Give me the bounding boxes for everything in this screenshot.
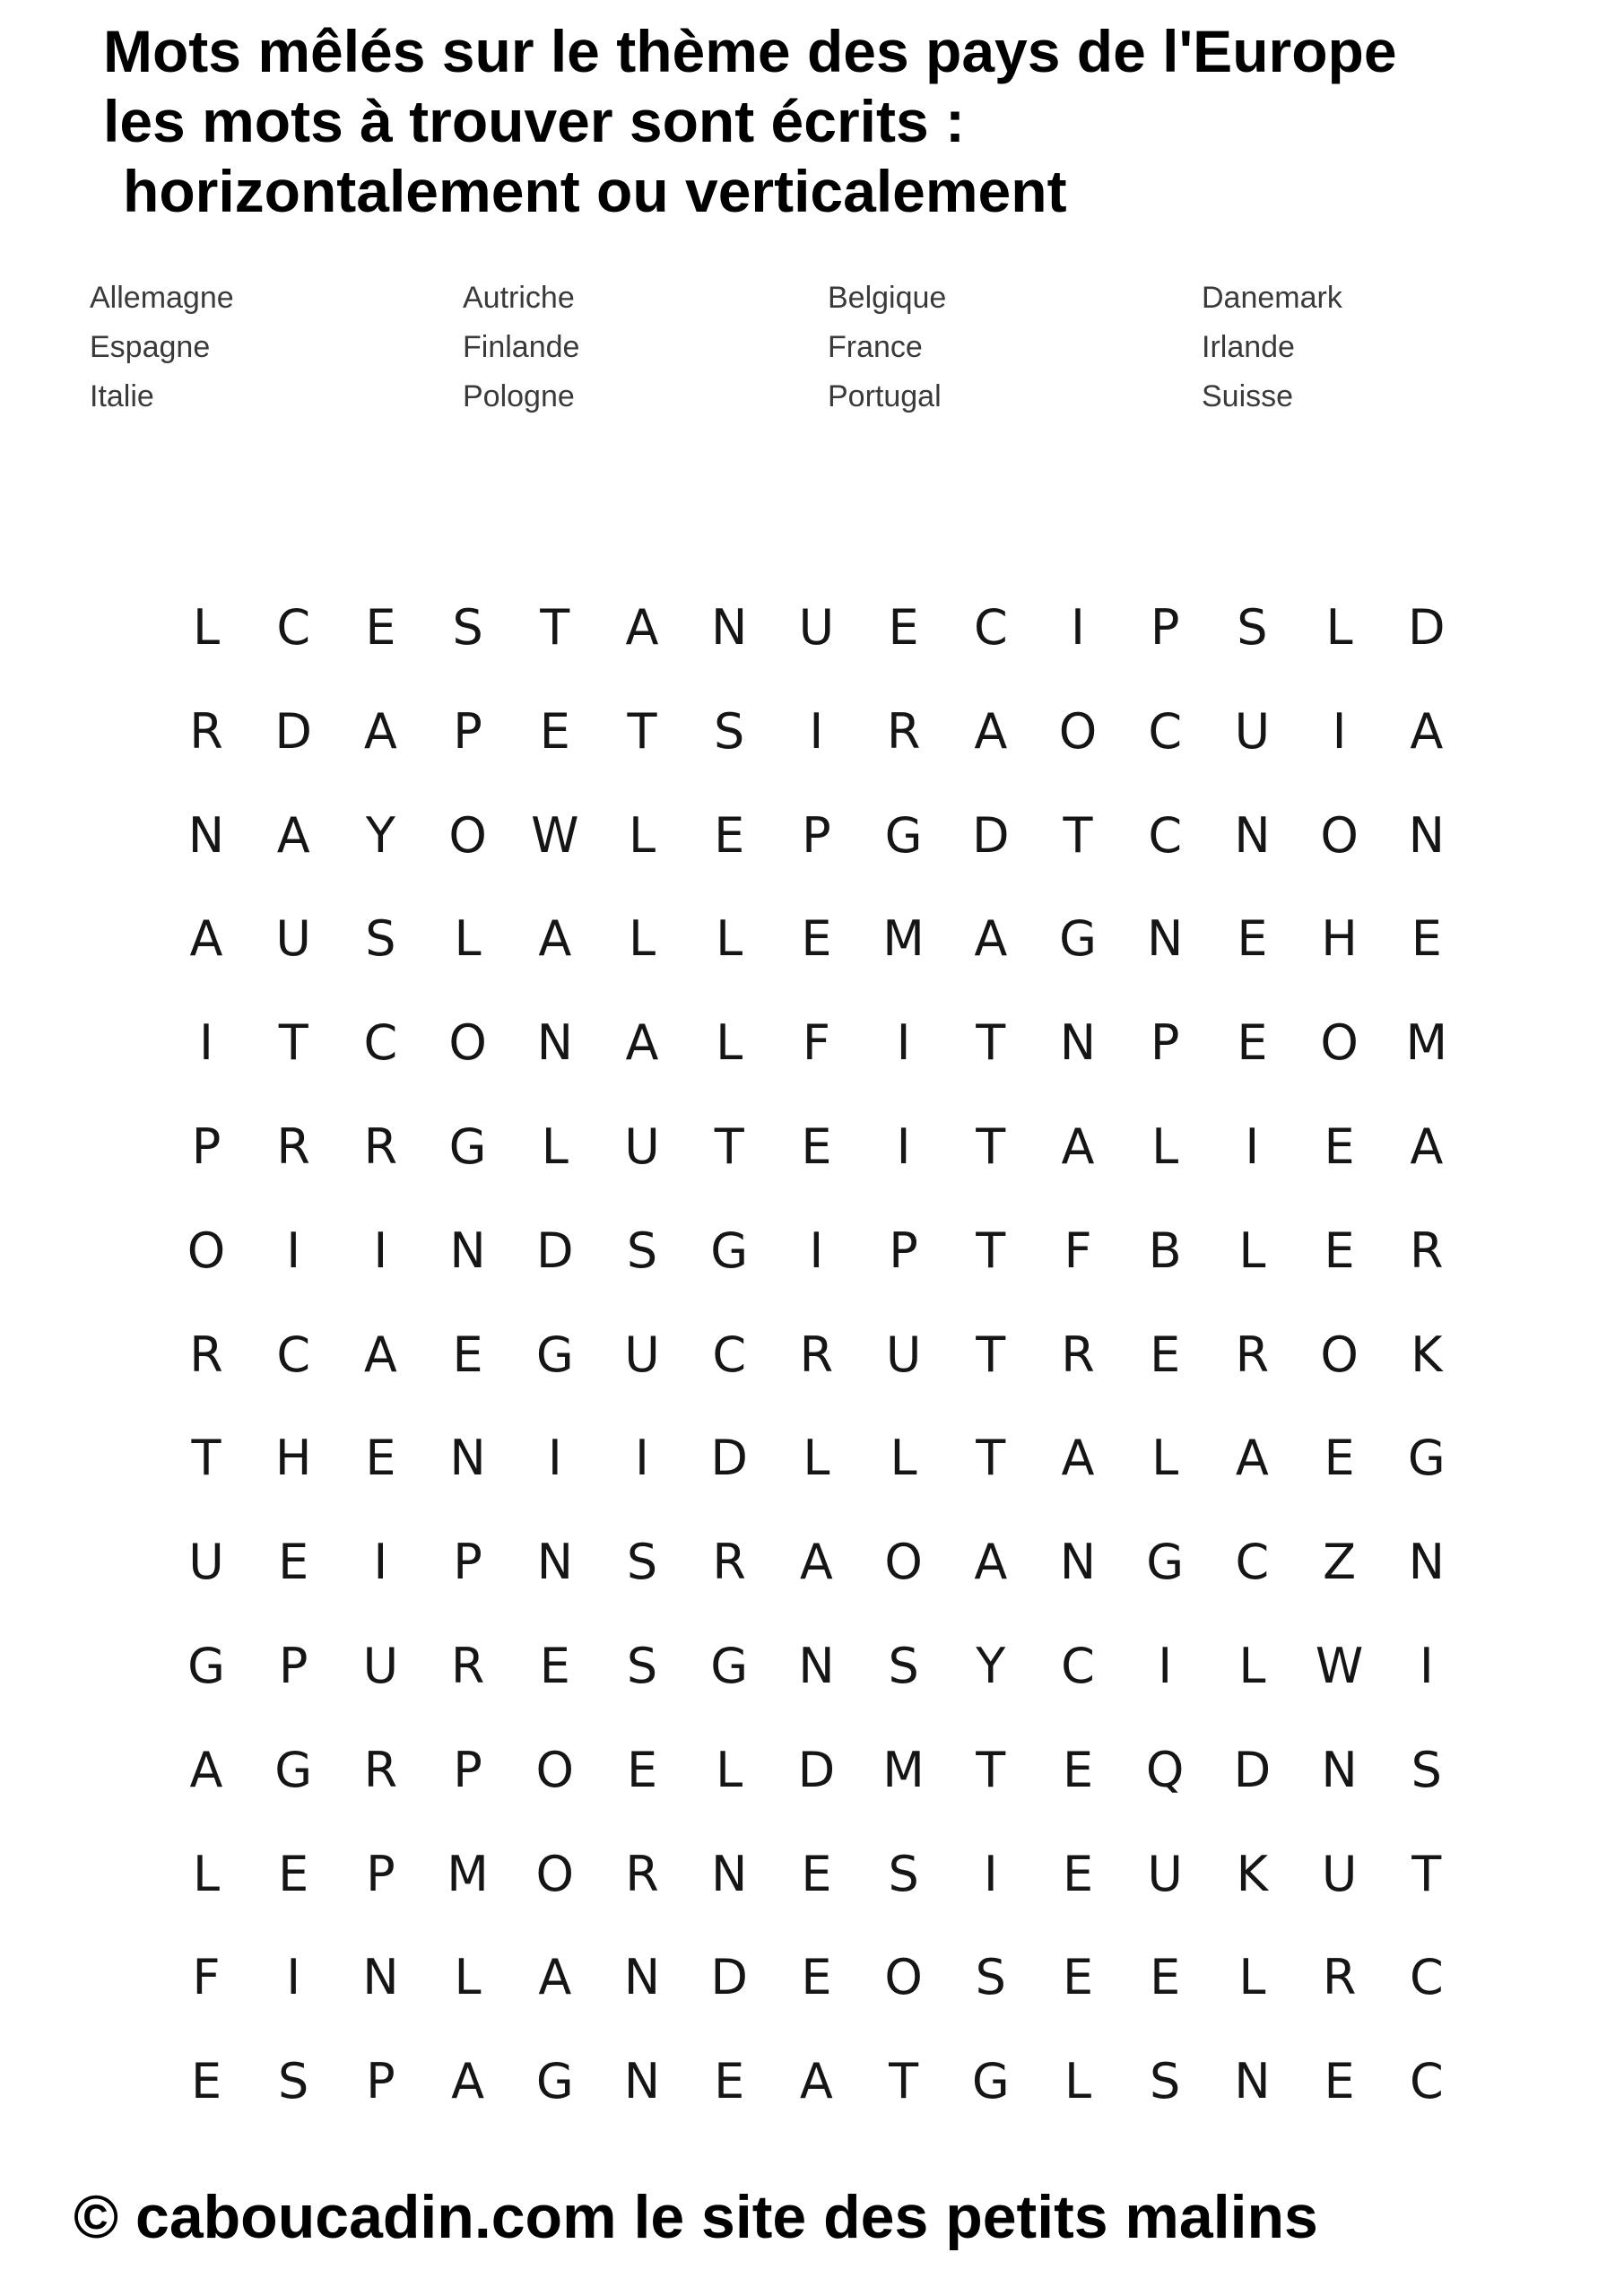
grid-letter: T bbox=[540, 599, 570, 656]
grid-letter: L bbox=[454, 1949, 482, 2006]
grid-row bbox=[179, 1946, 1471, 2009]
grid-row bbox=[179, 1531, 1471, 1594]
grid-letter: A bbox=[189, 910, 223, 968]
grid-letter: N bbox=[1234, 2053, 1271, 2110]
grid-letter: P bbox=[191, 1118, 221, 1175]
grid-letter: I bbox=[373, 1534, 388, 1591]
grid-letter: E bbox=[539, 702, 570, 760]
grid-letter: A bbox=[189, 1741, 223, 1798]
word-list-item: Finlande bbox=[463, 330, 580, 364]
grid-letter: T bbox=[976, 1741, 1006, 1798]
grid-letter: U bbox=[1147, 1845, 1183, 1902]
grid-letter: C bbox=[1148, 806, 1183, 864]
grid-letter: D bbox=[710, 1949, 748, 2006]
grid-letter: E bbox=[1324, 2053, 1355, 2110]
grid-letter: O bbox=[448, 1014, 487, 1072]
word-list-item: Espagne bbox=[90, 330, 211, 364]
grid-letter: U bbox=[624, 1326, 660, 1383]
grid-letter: I bbox=[373, 1222, 388, 1279]
grid-letter: S bbox=[714, 702, 745, 760]
grid-letter: O bbox=[535, 1741, 575, 1798]
grid-letter: E bbox=[1324, 1430, 1355, 1487]
grid-letter: I bbox=[635, 1430, 649, 1487]
grid-letter: E bbox=[801, 1845, 832, 1902]
grid-letter: I bbox=[286, 1222, 301, 1279]
grid-letter: N bbox=[1408, 1534, 1445, 1591]
grid-letter: I bbox=[1245, 1118, 1260, 1175]
grid-letter: C bbox=[712, 1326, 747, 1383]
grid-letter: T bbox=[976, 1430, 1006, 1487]
grid-letter: S bbox=[452, 599, 483, 656]
grid-letter: P bbox=[802, 806, 831, 864]
grid-letter: E bbox=[1324, 1222, 1355, 1279]
grid-letter: T bbox=[714, 1118, 744, 1175]
grid-letter: E bbox=[452, 1326, 483, 1383]
grid-letter: R bbox=[886, 702, 921, 760]
grid-letter: U bbox=[624, 1118, 660, 1175]
grid-letter: A bbox=[625, 1014, 659, 1072]
grid-letter: C bbox=[276, 599, 311, 656]
grid-letter: R bbox=[363, 1741, 398, 1798]
grid-letter: N bbox=[623, 2053, 661, 2110]
grid-letter: E bbox=[1324, 1118, 1355, 1175]
grid-letter: M bbox=[882, 1741, 925, 1798]
grid-letter: T bbox=[191, 1430, 221, 1487]
grid-letter: A bbox=[1410, 702, 1444, 760]
grid-letter: S bbox=[1150, 2053, 1181, 2110]
grid-letter: I bbox=[896, 1118, 911, 1175]
grid-letter: L bbox=[1238, 1638, 1266, 1694]
grid-letter: S bbox=[626, 1534, 658, 1591]
grid-letter: G bbox=[1146, 1534, 1185, 1591]
grid-letter: T bbox=[889, 2053, 919, 2110]
grid-letter: W bbox=[1315, 1638, 1364, 1694]
grid-letter: L bbox=[716, 910, 743, 968]
grid-letter: D bbox=[972, 806, 1010, 864]
grid-letter: F bbox=[802, 1014, 830, 1072]
grid-letter: G bbox=[535, 2053, 574, 2110]
word-list-item: Italie bbox=[90, 379, 154, 413]
grid-letter: C bbox=[973, 599, 1008, 656]
grid-letter: N bbox=[710, 599, 748, 656]
grid-letter: T bbox=[1063, 806, 1093, 864]
grid-letter: F bbox=[1064, 1222, 1092, 1279]
grid-letter: H bbox=[274, 1430, 312, 1487]
grid-letter: R bbox=[1061, 1326, 1095, 1383]
grid-letter: I bbox=[199, 1014, 213, 1072]
grid-row bbox=[179, 1739, 1471, 1802]
grid-letter: Y bbox=[365, 806, 395, 864]
grid-row bbox=[179, 1220, 1471, 1283]
grid-letter: N bbox=[1059, 1534, 1097, 1591]
grid-letter: D bbox=[536, 1222, 574, 1279]
grid-letter: E bbox=[626, 1741, 658, 1798]
grid-letter: C bbox=[1148, 702, 1183, 760]
grid-letter: C bbox=[1235, 1534, 1270, 1591]
word-list-item: Suisse bbox=[1202, 379, 1294, 413]
grid-letter: O bbox=[1058, 702, 1098, 760]
grid-letter: G bbox=[710, 1222, 749, 1279]
grid-letter: W bbox=[531, 806, 579, 864]
grid-letter: A bbox=[799, 1534, 833, 1591]
grid-row bbox=[179, 1635, 1471, 1698]
grid-letter: N bbox=[798, 1638, 835, 1694]
grid-letter: T bbox=[278, 1014, 308, 1072]
word-list-item: Pologne bbox=[463, 379, 575, 413]
grid-letter: G bbox=[1059, 910, 1097, 968]
grid-letter: T bbox=[976, 1118, 1006, 1175]
grid-letter: R bbox=[450, 1638, 485, 1694]
grid-letter: T bbox=[976, 1326, 1006, 1383]
grid-letter: A bbox=[974, 1534, 1008, 1591]
grid-letter: U bbox=[188, 1534, 224, 1591]
grid-letter: P bbox=[1150, 599, 1180, 656]
grid-letter: E bbox=[801, 1949, 832, 2006]
footer-copyright: © caboucadin.com le site des petits malins bbox=[74, 2183, 1318, 2251]
grid-letter: B bbox=[1148, 1222, 1182, 1279]
grid-row bbox=[179, 804, 1471, 867]
title-line-1: Mots mêlés sur le thème des pays de l'Europe bbox=[103, 18, 1397, 84]
grid-letter: I bbox=[1071, 599, 1085, 656]
grid-letter: Y bbox=[976, 1638, 1006, 1694]
grid-letter: M bbox=[1405, 1014, 1448, 1072]
grid-letter: N bbox=[1321, 1741, 1358, 1798]
grid-letter: E bbox=[714, 806, 745, 864]
grid-row bbox=[179, 1324, 1471, 1387]
grid-letter: P bbox=[366, 1845, 395, 1902]
word-list-item: Danemark bbox=[1202, 281, 1342, 315]
grid-letter: N bbox=[710, 1845, 748, 1902]
grid-row bbox=[179, 1427, 1471, 1490]
grid-letter: S bbox=[888, 1845, 919, 1902]
grid-letter: U bbox=[275, 910, 311, 968]
grid-row bbox=[179, 1012, 1471, 1074]
puzzle-title bbox=[103, 16, 1397, 226]
grid-letter: R bbox=[1410, 1222, 1444, 1279]
grid-letter: A bbox=[1061, 1430, 1095, 1487]
grid-letter: H bbox=[1321, 910, 1358, 968]
grid-letter: O bbox=[884, 1949, 923, 2006]
grid-letter: M bbox=[882, 910, 925, 968]
grid-letter: L bbox=[803, 1430, 830, 1487]
grid-letter: Q bbox=[1145, 1741, 1185, 1798]
word-list bbox=[90, 280, 1345, 432]
grid-letter: T bbox=[1411, 1845, 1442, 1902]
title-line-3: horizontalement ou verticalement bbox=[123, 158, 1067, 224]
grid-letter: G bbox=[187, 1638, 225, 1694]
grid-row bbox=[179, 700, 1471, 763]
grid-letter: E bbox=[714, 2053, 745, 2110]
grid-letter: A bbox=[363, 1326, 397, 1383]
grid-letter: R bbox=[799, 1326, 834, 1383]
grid-letter: R bbox=[1322, 1949, 1357, 2006]
grid-letter: P bbox=[453, 1534, 482, 1591]
grid-letter: E bbox=[365, 599, 396, 656]
word-list-item: Belgique bbox=[828, 281, 947, 315]
grid-letter: O bbox=[1320, 1014, 1359, 1072]
grid-letter: C bbox=[363, 1014, 398, 1072]
grid-letter: A bbox=[1235, 1430, 1269, 1487]
grid-letter: S bbox=[1411, 1741, 1442, 1798]
grid-letter: A bbox=[974, 702, 1008, 760]
grid-letter: A bbox=[451, 2053, 485, 2110]
grid-letter: K bbox=[1411, 1326, 1443, 1383]
grid-letter: R bbox=[712, 1534, 746, 1591]
grid-letter: D bbox=[710, 1430, 748, 1487]
grid-letter: O bbox=[535, 1845, 575, 1902]
grid-letter: S bbox=[278, 2053, 309, 2110]
grid-letter: N bbox=[449, 1222, 486, 1279]
grid-letter: I bbox=[809, 702, 824, 760]
word-list-item: France bbox=[828, 330, 923, 364]
grid-letter: Z bbox=[1323, 1534, 1357, 1591]
grid-letter: E bbox=[365, 1430, 396, 1487]
grid-letter: C bbox=[276, 1326, 311, 1383]
grid-letter: S bbox=[888, 1638, 919, 1694]
grid-letter: L bbox=[628, 806, 656, 864]
grid-letter: R bbox=[363, 1118, 398, 1175]
grid-row bbox=[179, 1843, 1471, 1906]
word-list-item: Irlande bbox=[1202, 330, 1295, 364]
grid-letter: T bbox=[976, 1222, 1006, 1279]
grid-letter: I bbox=[1332, 702, 1347, 760]
grid-letter: L bbox=[1325, 599, 1353, 656]
word-list-item: Portugal bbox=[828, 379, 942, 413]
grid-letter: O bbox=[884, 1534, 923, 1591]
title-line-2: les mots à trouver sont écrits : bbox=[103, 88, 965, 154]
grid-letter: L bbox=[192, 1845, 221, 1902]
grid-letter: L bbox=[1151, 1118, 1179, 1175]
grid-letter: G bbox=[274, 1741, 313, 1798]
grid-row bbox=[179, 1116, 1471, 1178]
grid-letter: N bbox=[362, 1949, 399, 2006]
grid-letter: N bbox=[1059, 1014, 1097, 1072]
grid-letter: A bbox=[1410, 1118, 1444, 1175]
grid-letter: L bbox=[1151, 1430, 1179, 1487]
grid-letter: S bbox=[626, 1222, 658, 1279]
grid-letter: U bbox=[1234, 702, 1271, 760]
grid-letter: L bbox=[1064, 2053, 1092, 2110]
grid-letter: O bbox=[448, 806, 487, 864]
grid-letter: E bbox=[1411, 910, 1442, 968]
grid-letter: A bbox=[538, 1949, 572, 2006]
grid-letter: N bbox=[1408, 806, 1445, 864]
grid-letter: S bbox=[365, 910, 396, 968]
grid-letter: C bbox=[1409, 2053, 1444, 2110]
grid-letter: E bbox=[888, 599, 919, 656]
grid-letter: A bbox=[538, 910, 572, 968]
grid-letter: G bbox=[710, 1638, 749, 1694]
grid-letter: S bbox=[975, 1949, 1006, 2006]
grid-letter: L bbox=[628, 910, 656, 968]
grid-letter: I bbox=[1419, 1638, 1434, 1694]
word-list-item: Autriche bbox=[463, 281, 575, 315]
grid-letter: M bbox=[447, 1845, 489, 1902]
grid-letter: K bbox=[1236, 1845, 1269, 1902]
grid-letter: L bbox=[454, 910, 482, 968]
grid-letter: R bbox=[189, 1326, 223, 1383]
grid-letter: G bbox=[1407, 1430, 1446, 1487]
grid-letter: N bbox=[536, 1534, 573, 1591]
grid-letter: U bbox=[798, 599, 835, 656]
grid-letter: L bbox=[1238, 1222, 1266, 1279]
grid-letter: E bbox=[1062, 1741, 1094, 1798]
grid-letter: E bbox=[1237, 910, 1268, 968]
grid-letter: R bbox=[1235, 1326, 1270, 1383]
grid-letter: G bbox=[535, 1326, 574, 1383]
grid-letter: E bbox=[278, 1845, 309, 1902]
grid-letter: U bbox=[885, 1326, 922, 1383]
grid-letter: R bbox=[625, 1845, 659, 1902]
grid-letter: E bbox=[801, 1118, 832, 1175]
grid-letter: D bbox=[797, 1741, 836, 1798]
grid-letter: U bbox=[1321, 1845, 1358, 1902]
grid-letter: L bbox=[716, 1741, 743, 1798]
grid-letter: A bbox=[799, 2053, 833, 2110]
grid-letter: P bbox=[366, 2053, 395, 2110]
grid-letter: E bbox=[1237, 1014, 1268, 1072]
grid-letter: I bbox=[809, 1222, 824, 1279]
grid-letter: R bbox=[276, 1118, 310, 1175]
grid-letter: N bbox=[1234, 806, 1271, 864]
grid-letter: P bbox=[278, 1638, 308, 1694]
grid-letter: L bbox=[716, 1014, 743, 1072]
grid-letter: E bbox=[801, 910, 832, 968]
grid-letter: O bbox=[187, 1222, 226, 1279]
grid-letter: C bbox=[1061, 1638, 1095, 1694]
grid-letter: T bbox=[627, 702, 657, 760]
grid-row bbox=[179, 596, 1471, 659]
grid-letter: L bbox=[1238, 1949, 1266, 2006]
grid-letter: P bbox=[453, 702, 482, 760]
grid-letter: A bbox=[625, 599, 659, 656]
grid-row bbox=[179, 908, 1471, 970]
grid-letter: G bbox=[971, 2053, 1010, 2110]
grid-letter: N bbox=[536, 1014, 573, 1072]
grid-letter: N bbox=[449, 1430, 486, 1487]
grid-letter: E bbox=[1062, 1845, 1094, 1902]
grid-letter: A bbox=[276, 806, 310, 864]
grid-letter: P bbox=[889, 1222, 918, 1279]
grid-letter: S bbox=[1237, 599, 1268, 656]
grid-letter: A bbox=[363, 702, 397, 760]
grid-letter: I bbox=[1158, 1638, 1173, 1694]
grid-row bbox=[179, 2050, 1471, 2113]
grid-letter: P bbox=[1150, 1014, 1180, 1072]
grid-letter: T bbox=[976, 1014, 1006, 1072]
grid-letter: N bbox=[1146, 910, 1184, 968]
grid-letter: D bbox=[274, 702, 312, 760]
grid-letter: A bbox=[974, 910, 1008, 968]
grid-letter: I bbox=[983, 1845, 998, 1902]
grid-letter: P bbox=[453, 1741, 482, 1798]
grid-letter: U bbox=[362, 1638, 399, 1694]
grid-letter: O bbox=[1320, 806, 1359, 864]
grid-letter: S bbox=[626, 1638, 658, 1694]
grid-letter: L bbox=[192, 599, 221, 656]
grid-letter: D bbox=[1408, 599, 1446, 656]
grid-letter: A bbox=[1061, 1118, 1095, 1175]
grid-letter: I bbox=[286, 1949, 301, 2006]
grid-letter: E bbox=[1150, 1949, 1181, 2006]
grid-letter: E bbox=[1062, 1949, 1094, 2006]
grid-letter: E bbox=[190, 2053, 222, 2110]
letter-grid bbox=[179, 596, 1471, 2148]
grid-letter: G bbox=[884, 806, 923, 864]
grid-letter: E bbox=[278, 1534, 309, 1591]
grid-letter: I bbox=[896, 1014, 911, 1072]
grid-letter: F bbox=[192, 1949, 221, 2006]
grid-letter: L bbox=[541, 1118, 569, 1175]
grid-letter: O bbox=[1320, 1326, 1359, 1383]
grid-letter: I bbox=[547, 1430, 562, 1487]
grid-letter: C bbox=[1409, 1949, 1444, 2006]
grid-letter: N bbox=[187, 806, 225, 864]
grid-letter: E bbox=[1150, 1326, 1181, 1383]
grid-letter: L bbox=[890, 1430, 917, 1487]
grid-letter: D bbox=[1233, 1741, 1272, 1798]
grid-letter: E bbox=[539, 1638, 570, 1694]
grid-letter: N bbox=[623, 1949, 661, 2006]
grid-letter: G bbox=[448, 1118, 487, 1175]
word-list-item: Allemagne bbox=[90, 281, 234, 315]
grid-letter: R bbox=[189, 702, 223, 760]
